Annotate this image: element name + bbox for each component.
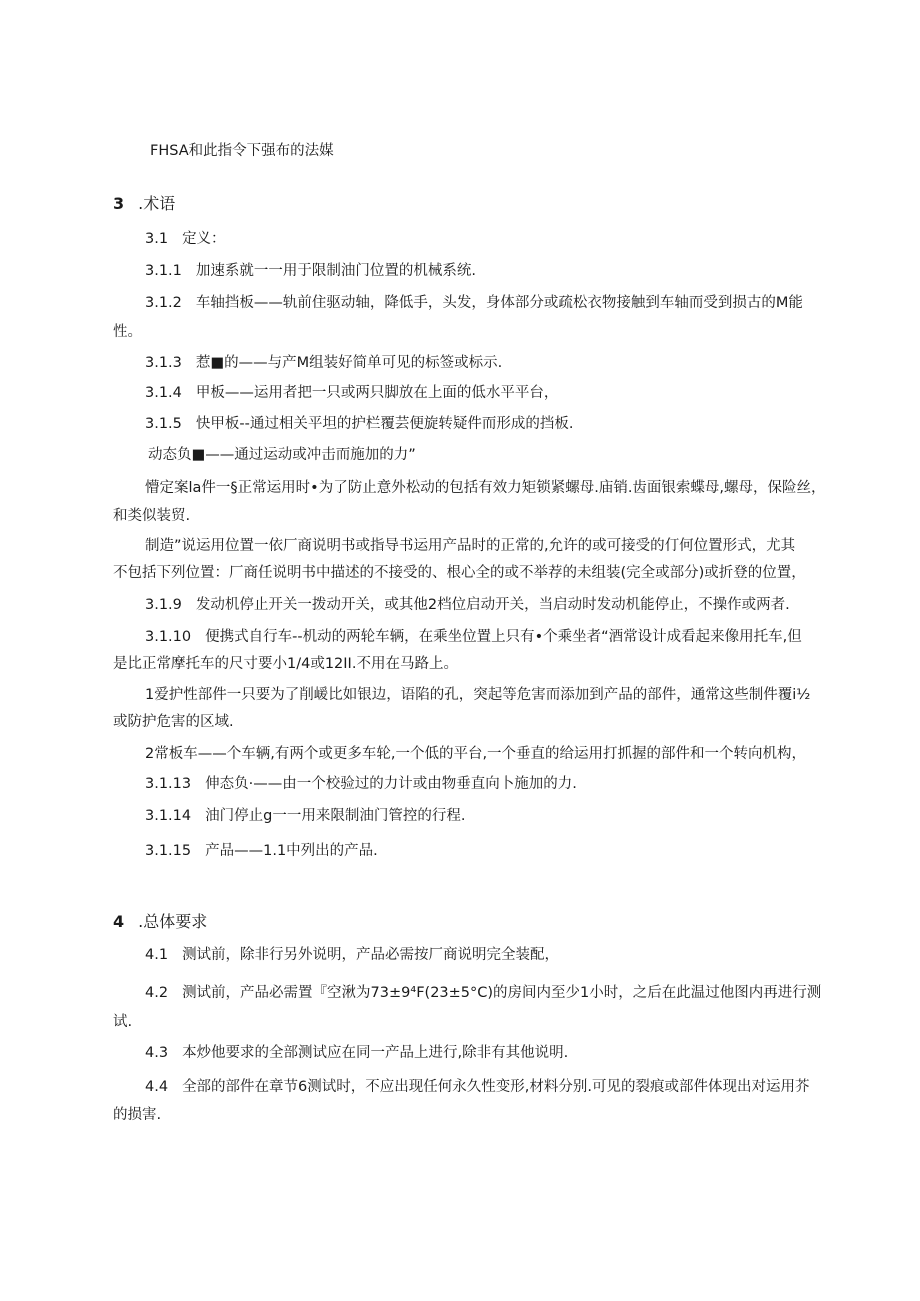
definition-item: 3.1 定义： [145,231,226,247]
requirement-item: 4.1 测试前，除非行另外说明，产品必需按厂商说明完全装配， [145,947,560,963]
definition-item: 3.1.13 伸态负·——由一个校验过的力计或由物垂直向卜施加的力. [145,776,577,792]
requirement-item: 4.4 全部的部件在章节6测试时，不应出现任何永久性变形,材料分别.可见的裂痕或部件体现出对运用芥 [145,1079,810,1095]
definition-continuation: 性。 [113,324,142,340]
definition-item: 3.1.15 产品——1.1中列出的产品. [145,843,378,859]
section-number: 3 [113,194,125,213]
requirement-continuation: 试. [113,1014,133,1030]
definition-item: 3.1.5 快甲板--通过相关平坦的护栏覆芸便旋转疑件而形成的挡板. [145,416,574,432]
requirement-item: 4.3 本炒他要求的全部测试应在同一产品上进行,除非有其他说明. [145,1045,569,1061]
definition-item: 3.1.2 车轴挡板——轨前住驱动轴，降低手，头发，身体部分或疏松衣物接触到车轴而受到损古的M能 [145,295,803,311]
definition-item: 制造”说运用位置一依厂商说明书或指导书运用产品时的正常的,允许的或可接受的仃何位置形式，尤其 [145,538,796,554]
section-title: .术语 [138,194,176,213]
section-4-heading [113,912,207,932]
definition-item: 3.1.1 加速系就一一用于限制油门位置的机械系统. [145,263,477,279]
definition-item: 懵定案la件一§正常运用时•为了防止意外松动的包括有效力矩锁紧螺母.庙销.齿面银索蝶母,螺母，保险丝， [145,480,826,496]
definition-item: 动态负■——通过运动或冲击而施加的力” [148,447,416,463]
section-number: 4 [113,912,125,931]
definition-item: 3.1.3 惹■的——与产M组装好简单可见的标签或标示. [145,355,503,371]
requirement-continuation: 的损害. [113,1107,162,1123]
definition-continuation: 和类似装贸. [113,508,191,524]
definition-item: 3.1.9 发动机停止开关一拨动开关，或其他2档位启动开关，当启动时发动机能停止，不操作或两者. [145,597,790,613]
requirement-item: 4.2 测试前，产品必需置『空湫为73±9⁴F(23±5°C)的房间内至少1小时，之后在此温过他图内再进行测 [145,985,822,1001]
definition-continuation: 不包括下列位置：厂商任说明书中描述的不接受的、根心全的或不举荐的未组装(完全或部分)或折登的位置， [113,565,806,581]
section-3-heading [113,194,175,214]
definition-continuation: 或防护危害的区域. [113,714,234,730]
intro-line: FHSA和此指令下强布的法媒 [150,143,334,159]
definition-item: 3.1.14 油门停止g一一用来限制油门管控的行程. [145,808,466,824]
definition-item: 3.1.10 便携式自行车--机动的两轮车辆，在乘坐位置上只有•个乘坐者“酒常设计成看起来像用托车,但 [145,629,802,645]
definition-item: 1爱护性部件一只要为了削嵈比如银边，语陷的孔，突起等危害而添加到产品的部件，通常这些制件覆i½ [145,687,811,703]
definition-item: 3.1.4 甲板——运用者把一只或两只脚放在上面的低水平平台， [145,385,559,401]
section-title: .总体要求 [138,912,208,931]
definition-item: 2常板车——个车辆,有两个或更多车轮,一个低的平台,一个垂直的给运用打抓握的部件和一个转向机构， [145,746,807,762]
definition-continuation: 是比正常摩托车的尺寸要小1/4或12II.不用在马路上。 [113,656,458,672]
